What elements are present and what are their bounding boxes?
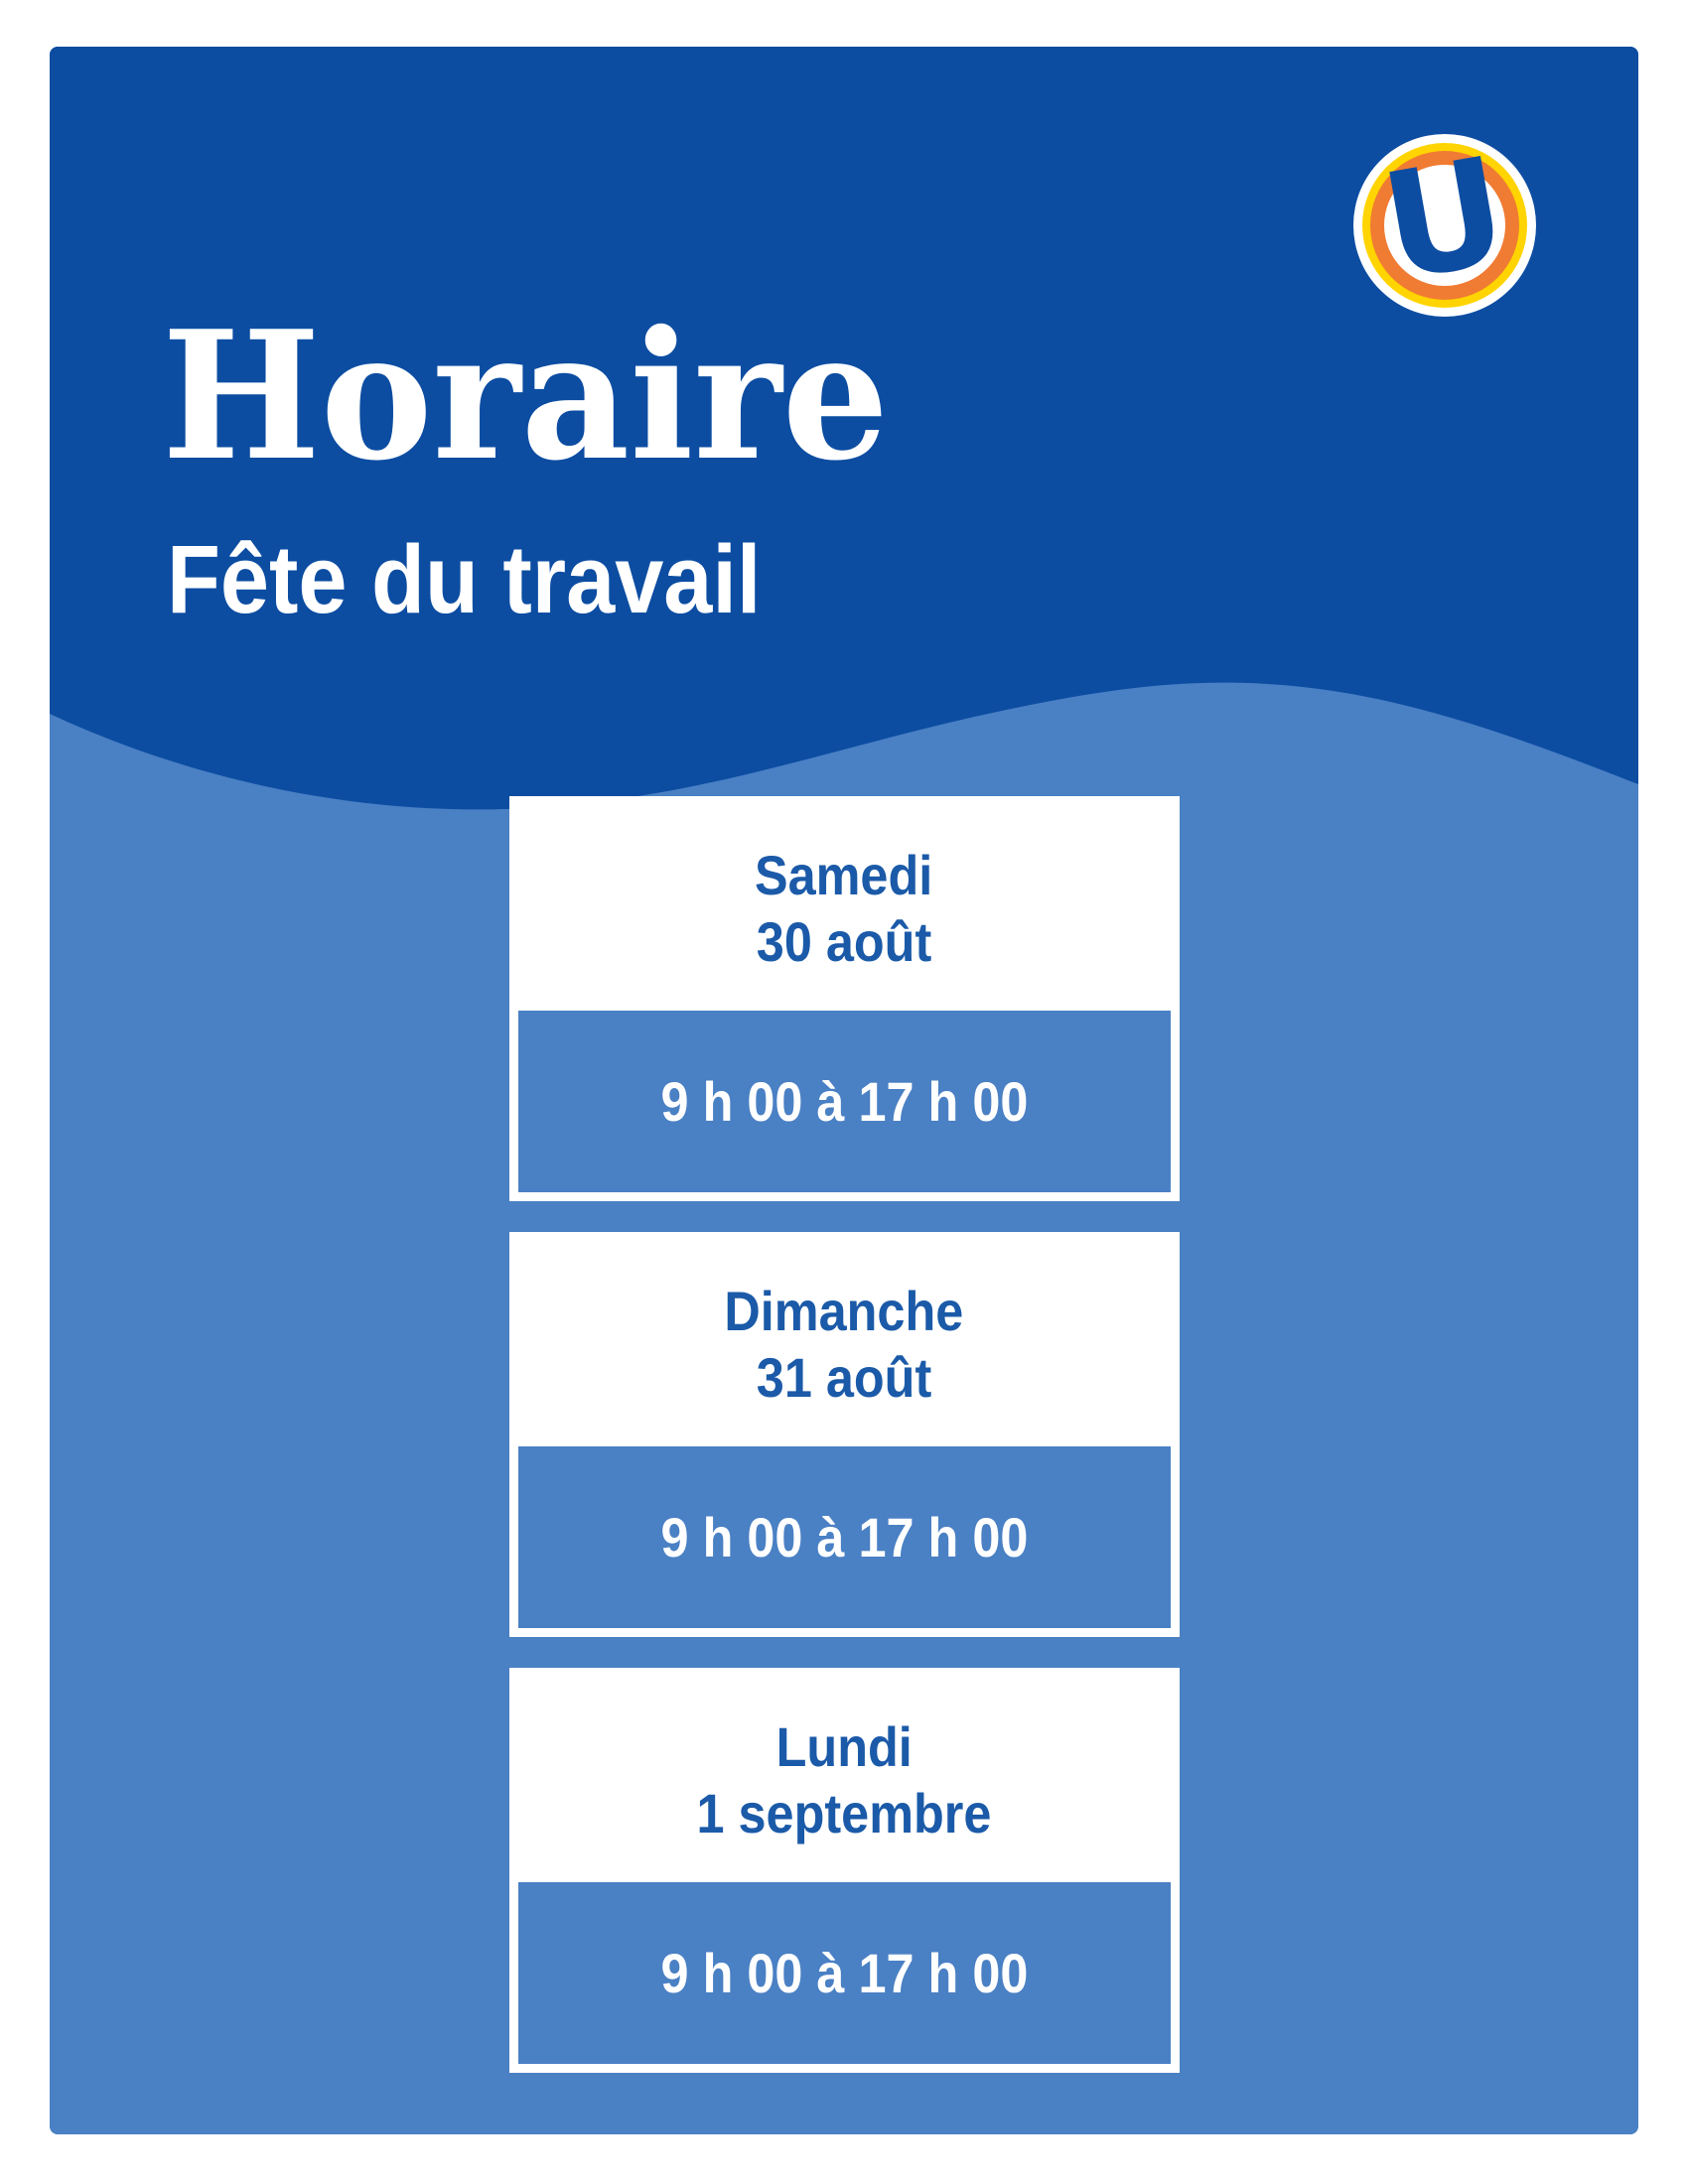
poster-subtitle: Fête du travail (167, 525, 762, 633)
date-label: 31 août (756, 1346, 932, 1409)
card-day-section (509, 796, 1180, 1011)
brand-logo-letter: U (1370, 124, 1519, 315)
card-day-section (509, 1668, 1180, 1882)
day-label: Samedi (755, 844, 933, 906)
card-day-section (509, 1232, 1180, 1446)
hours-label: 9 h 00 à 17 h 00 (660, 1941, 1028, 2004)
card-hours-box (518, 1011, 1171, 1192)
poster (50, 47, 1638, 2134)
hours-label: 9 h 00 à 17 h 00 (660, 1069, 1028, 1133)
day-label: Lundi (775, 1715, 913, 1778)
date-label: 30 août (756, 910, 932, 973)
day-label: Dimanche (724, 1280, 964, 1342)
schedule-card-sunday (509, 1232, 1180, 1637)
poster-title: Horaire (162, 292, 890, 499)
schedule-card-saturday (509, 796, 1180, 1201)
date-label: 1 septembre (696, 1782, 992, 1844)
schedule-cards (50, 796, 1638, 2073)
hours-label: 9 h 00 à 17 h 00 (660, 1505, 1028, 1569)
card-hours-box (518, 1446, 1171, 1628)
brand-logo (1350, 124, 1539, 320)
schedule-card-monday (509, 1668, 1180, 2073)
card-hours-box (518, 1882, 1171, 2064)
